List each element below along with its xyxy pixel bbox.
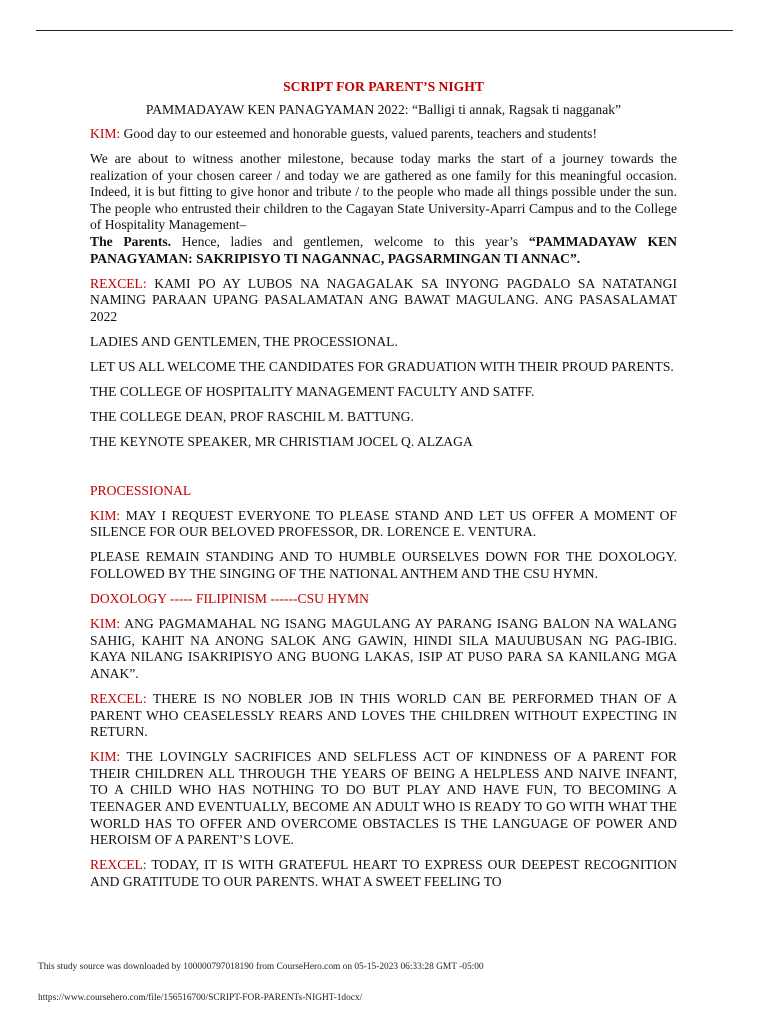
paragraph-kim-greeting (90, 126, 677, 143)
event-theme: “PAMMADAYAW KEN PANAGYAMAN: SAKRIPISYO TI NAGANNAC, PAGSARMINGAN TI ANNAC”. (90, 234, 677, 266)
paragraph-text: ANG PAGMAMAHAL NG ISANG MAGULANG AY PARANG ISANG BALON NA WALANG SAHIG, KAHIT NA ANONG SALOK ANG GAWIN, HINDI SILA MAUUBUSAN NG PAG-IBIG. KAYA NILANG ISAKRIPISYO ANG BUONG LAKAS, ISIP AT PUSO PARA SA KANILANG MGA ANAK”. (90, 616, 677, 681)
section-processional: PROCESSIONAL (90, 482, 192, 498)
speaker-label: REXCEL: (90, 857, 147, 873)
paragraph-rexcel-gratitude (90, 857, 677, 890)
paragraph-doxology-intro: PLEASE REMAIN STANDING AND TO HUMBLE OURSELVES DOWN FOR THE DOXOLOGY. FOLLOWED BY THE SINGING OF THE NATIONAL ANTHEM AND THE CSU HYMN. (90, 549, 677, 581)
paragraph-dean: THE COLLEGE DEAN, PROF RASCHIL M. BATTUNG. (90, 409, 414, 425)
speaker-label: KIM: (90, 749, 121, 765)
paragraph-text: THE LOVINGLY SACRIFICES AND SELFLESS ACT OF KINDNESS OF A PARENT FOR THEIR CHILDREN ALL THROUGH THE YEARS OF BEING A HELPLESS AND NAIVE INFANT, TO A CHILD WHO HAS NOTHING TO DO BUT PLAY AND HAVE FUN, TO BECOMING A TEENAGER AND EVENTUALLY, BECOME AN ADULT WHO IS READY TO GO WITH WHAT THE WORLD HAS TO OFFER AND OVERCOME OBSTACLES IS THE LANGUAGE OF POWER AND HEROISM OF A PARENT’S LOVE. (90, 749, 677, 848)
script-body (90, 78, 677, 899)
paragraph-text: MAY I REQUEST EVERYONE TO PLEASE STAND AND LET US OFFER A MOMENT OF SILENCE FOR OUR BELOVED PROFESSOR, DR. LORENCE E. VENTURA. (90, 507, 677, 540)
paragraph-welcome-candidates: LET US ALL WELCOME THE CANDIDATES FOR GRADUATION WITH THEIR PROUD PARENTS. (90, 359, 674, 375)
paragraph-rexcel-welcome (90, 276, 677, 326)
paragraph-milestone (90, 151, 677, 234)
paragraph-text: Hence, ladies and gentlemen, welcome to this year’s (171, 234, 529, 250)
document-subtitle: PAMMADAYAW KEN PANAGYAMAN 2022: “Balligi ti annak, Ragsak ti nagganak” (145, 102, 622, 117)
paragraph-text: Good day to our esteemed and honorable guests, valued parents, teachers and students! (120, 126, 597, 141)
top-rule (36, 30, 733, 31)
speaker-label: REXCEL: (90, 275, 147, 291)
bold-lead: The Parents. (90, 234, 172, 250)
paragraph-kim-sacrifices (90, 749, 677, 849)
source-url-link[interactable]: https://www.coursehero.com/file/156516700/SCRIPT-FOR-PARENTs-NIGHT-1docx/ (38, 993, 363, 1003)
paragraph-processional-intro: LADIES AND GENTLEMEN, THE PROCESSIONAL. (90, 334, 398, 350)
speaker-label: REXCEL: (90, 690, 147, 706)
paragraph-faculty: THE COLLEGE OF HOSPITALITY MANAGEMENT FACULTY AND SATFF. (90, 384, 535, 400)
paragraph-text: TODAY, IT IS WITH GRATEFUL HEART TO EXPRESS OUR DEEPEST RECOGNITION AND GRATITUDE TO OUR PARENTS. WHAT A SWEET FEELING TO (90, 857, 677, 889)
paragraph-keynote: THE KEYNOTE SPEAKER, MR CHRISTIAM JOCEL Q. ALZAGA (90, 434, 473, 450)
speaker-label: KIM: (90, 126, 121, 141)
paragraph-text: We are about to witness another milestone, because today marks the start of a journey towards the realization of your chosen career / and today we are gathered as one family for this meaningful occasion. Indeed, it is but fitting to give honor and tribute / to the people who made all things possible under the sun. The people who entrusted their children to the Cagayan State University-Aparri Campus and to the College of Hospitality Management– (90, 151, 677, 233)
speaker-label: KIM: (90, 616, 121, 632)
paragraph-kim-silence (90, 508, 677, 541)
paragraph-kim-pagmamahal (90, 616, 677, 682)
spacer (90, 460, 677, 483)
document-title: SCRIPT FOR PARENT’S NIGHT (283, 79, 484, 94)
download-notice: This study source was downloaded by 100000797018190 from CourseHero.com on 05-15-2023 06:33:28 GMT -05:00 (38, 962, 484, 972)
paragraph-rexcel-nobler (90, 691, 677, 741)
paragraph-the-parents (90, 234, 677, 267)
paragraph-text: THERE IS NO NOBLER JOB IN THIS WORLD CAN BE PERFORMED THAN OF A PARENT WHO CEASELESSLY REARS AND LOVES THE CHILDREN WITHOUT EXPECTING IN RETURN. (90, 690, 677, 740)
section-doxology: DOXOLOGY ----- FILIPINISM ------CSU HYMN (90, 590, 369, 606)
paragraph-text: KAMI PO AY LUBOS NA NAGAGALAK SA INYONG PAGDALO SA NATATANGI NAMING PARAAN UPANG PASALAMATAN ANG BAWAT MAGULANG. ANG PASASALAMAT 2022 (90, 275, 677, 324)
speaker-label: KIM: (90, 507, 121, 523)
